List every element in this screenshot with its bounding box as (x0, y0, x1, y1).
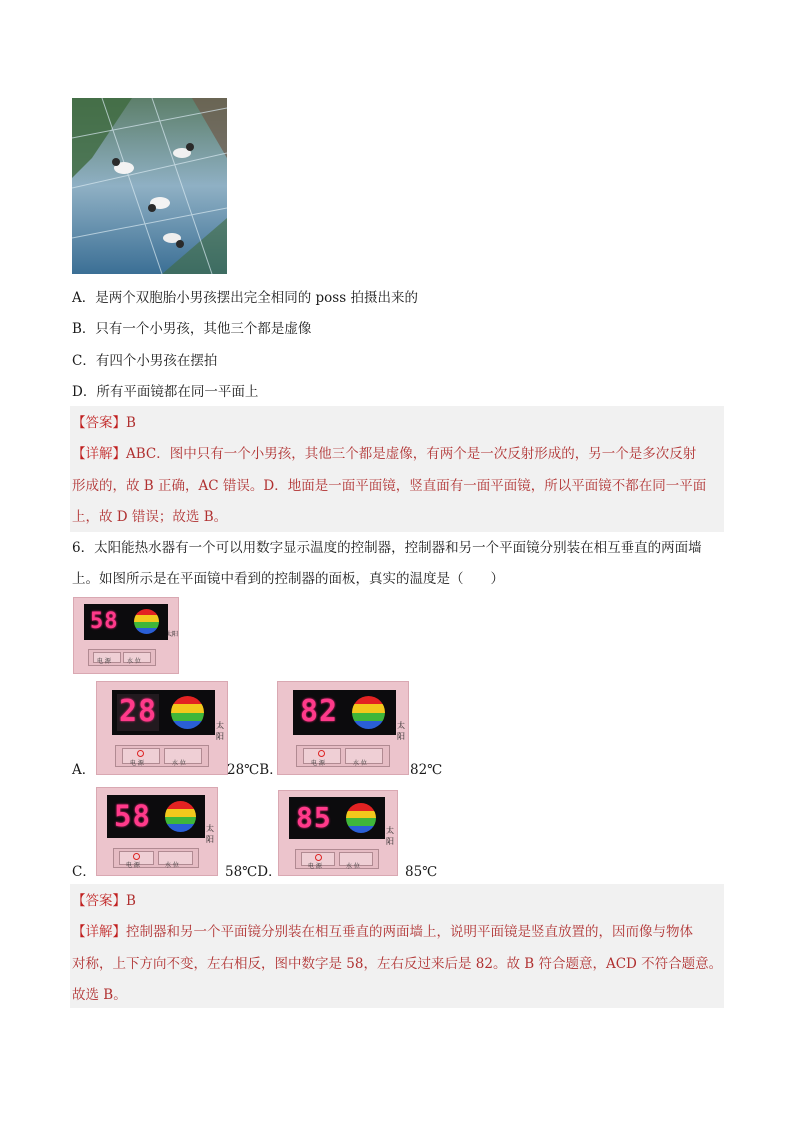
detail-text: 控制器和另一个平面镜分别装在相互垂直的两面墙上，说明平面镜是竖直放置的，因而像与物体 (126, 924, 693, 940)
option-a-label-q6: A． (72, 762, 96, 778)
panel-mirror (73, 597, 179, 674)
power-label: 电 源 (126, 862, 140, 869)
panel-option-d (278, 790, 398, 876)
water-label: 水 位 (127, 658, 141, 665)
option-a-value: 28℃ (227, 762, 260, 778)
brand-text: 太阳 (206, 824, 214, 844)
lcd-digits: 28 (119, 694, 158, 729)
level-gauge (346, 803, 376, 833)
water-level-button[interactable] (158, 851, 193, 869)
detail-q5-line3: 上，故 D 错误；故选 B。 (72, 509, 228, 525)
detail-q6-line1 (72, 922, 693, 942)
power-icon (318, 750, 325, 757)
power-button[interactable] (93, 652, 121, 663)
answer-value: B (126, 415, 136, 431)
question-6-line1: 6．太阳能热水器有一个可以用数字显示温度的控制器，控制器和另一个平面镜分别装在相互垂直的两面墙 (72, 540, 702, 556)
power-icon (133, 853, 140, 860)
water-label: 水 位 (353, 760, 367, 767)
detail-q5-line1 (72, 444, 696, 464)
option-d-q5: D．所有平面镜都在同一平面上 (72, 384, 259, 400)
detail-q6-line2: 对称，上下方向不变，左右相反，图中数字是 58，左右反过来后是 82。故 B 符合题意，ACD 不符合题意。 (72, 956, 723, 972)
answer-q6 (72, 891, 136, 911)
power-icon (315, 854, 322, 861)
button-bar (296, 745, 390, 767)
water-label: 水 位 (346, 863, 360, 870)
answer-box-q6 (70, 884, 724, 1008)
lcd-digits: 85 (296, 801, 332, 834)
level-gauge (352, 696, 385, 729)
button-bar (113, 848, 199, 868)
option-c-value: 58℃ (225, 864, 258, 880)
option-c-q5: C．有四个小男孩在摆拍 (72, 353, 218, 369)
power-label: 电 源 (130, 760, 144, 767)
water-label: 水 位 (172, 760, 186, 767)
water-label: 水 位 (165, 862, 179, 869)
power-label: 电 源 (97, 658, 111, 665)
option-b-value-q6: 82℃ (410, 762, 443, 778)
button-bar (295, 849, 379, 869)
water-level-button[interactable] (164, 748, 202, 767)
brand-text: 太阳 (166, 631, 179, 638)
power-button[interactable] (301, 852, 335, 870)
option-c-label-q6: C． (72, 864, 96, 880)
brand-text: 太阳 (216, 721, 224, 741)
detail-q5-line2: 形成的，故 B 正确，AC 错误。D．地面是一面平面镜，竖直面有一面平面镜，所以平面镜不都在同一平面 (72, 478, 707, 494)
brand-text: 太阳 (386, 826, 394, 846)
detail-tag: 【详解】 (72, 446, 126, 462)
detail-text: ABC．图中只有一个小男孩，其他三个都是虚像，有两个是一次反射形成的，另一个是多次反射 (126, 446, 697, 462)
option-a-q5: A．是两个双胞胎小男孩摆出完全相同的 poss 拍摄出来的 (72, 290, 418, 306)
panel-option-b (277, 681, 409, 775)
mirror-photo (72, 98, 227, 274)
option-b-q5: B．只有一个小男孩，其他三个都是虚像 (72, 321, 312, 337)
lcd-digits: 82 (300, 694, 339, 729)
answer-q5 (72, 413, 136, 433)
power-button[interactable] (303, 748, 341, 767)
question-6-line2: 上。如图所示是在平面镜中看到的控制器的面板，真实的温度是（ ） (72, 571, 504, 587)
water-level-button[interactable] (345, 748, 383, 767)
panel-option-a (96, 681, 228, 775)
power-label: 电 源 (311, 760, 325, 767)
lcd-digits: 58 (114, 799, 151, 833)
option-d-value-q6: 85℃ (405, 864, 438, 880)
brand-text: 太阳 (397, 721, 405, 741)
answer-tag: 【答案】 (72, 893, 126, 909)
panel-option-c (96, 787, 218, 876)
answer-tag: 【答案】 (72, 415, 126, 431)
detail-tag: 【详解】 (72, 924, 126, 940)
detail-q6-line3: 故选 B。 (72, 987, 127, 1003)
level-gauge (165, 801, 196, 832)
option-a-value-q6 (227, 760, 283, 780)
button-bar (88, 649, 156, 666)
power-icon (137, 750, 144, 757)
power-button[interactable] (119, 851, 154, 869)
level-gauge (171, 696, 204, 729)
power-button[interactable] (122, 748, 160, 767)
water-level-button[interactable] (339, 852, 373, 870)
option-b-label: B． (259, 762, 283, 778)
power-label: 电 源 (308, 863, 322, 870)
water-level-button[interactable] (123, 652, 151, 663)
lcd-digits: 58 (90, 609, 119, 634)
option-d-label: D． (257, 864, 282, 880)
button-bar (115, 745, 209, 767)
answer-value: B (126, 893, 136, 909)
option-c-value-q6 (225, 862, 282, 882)
level-gauge (134, 609, 159, 634)
